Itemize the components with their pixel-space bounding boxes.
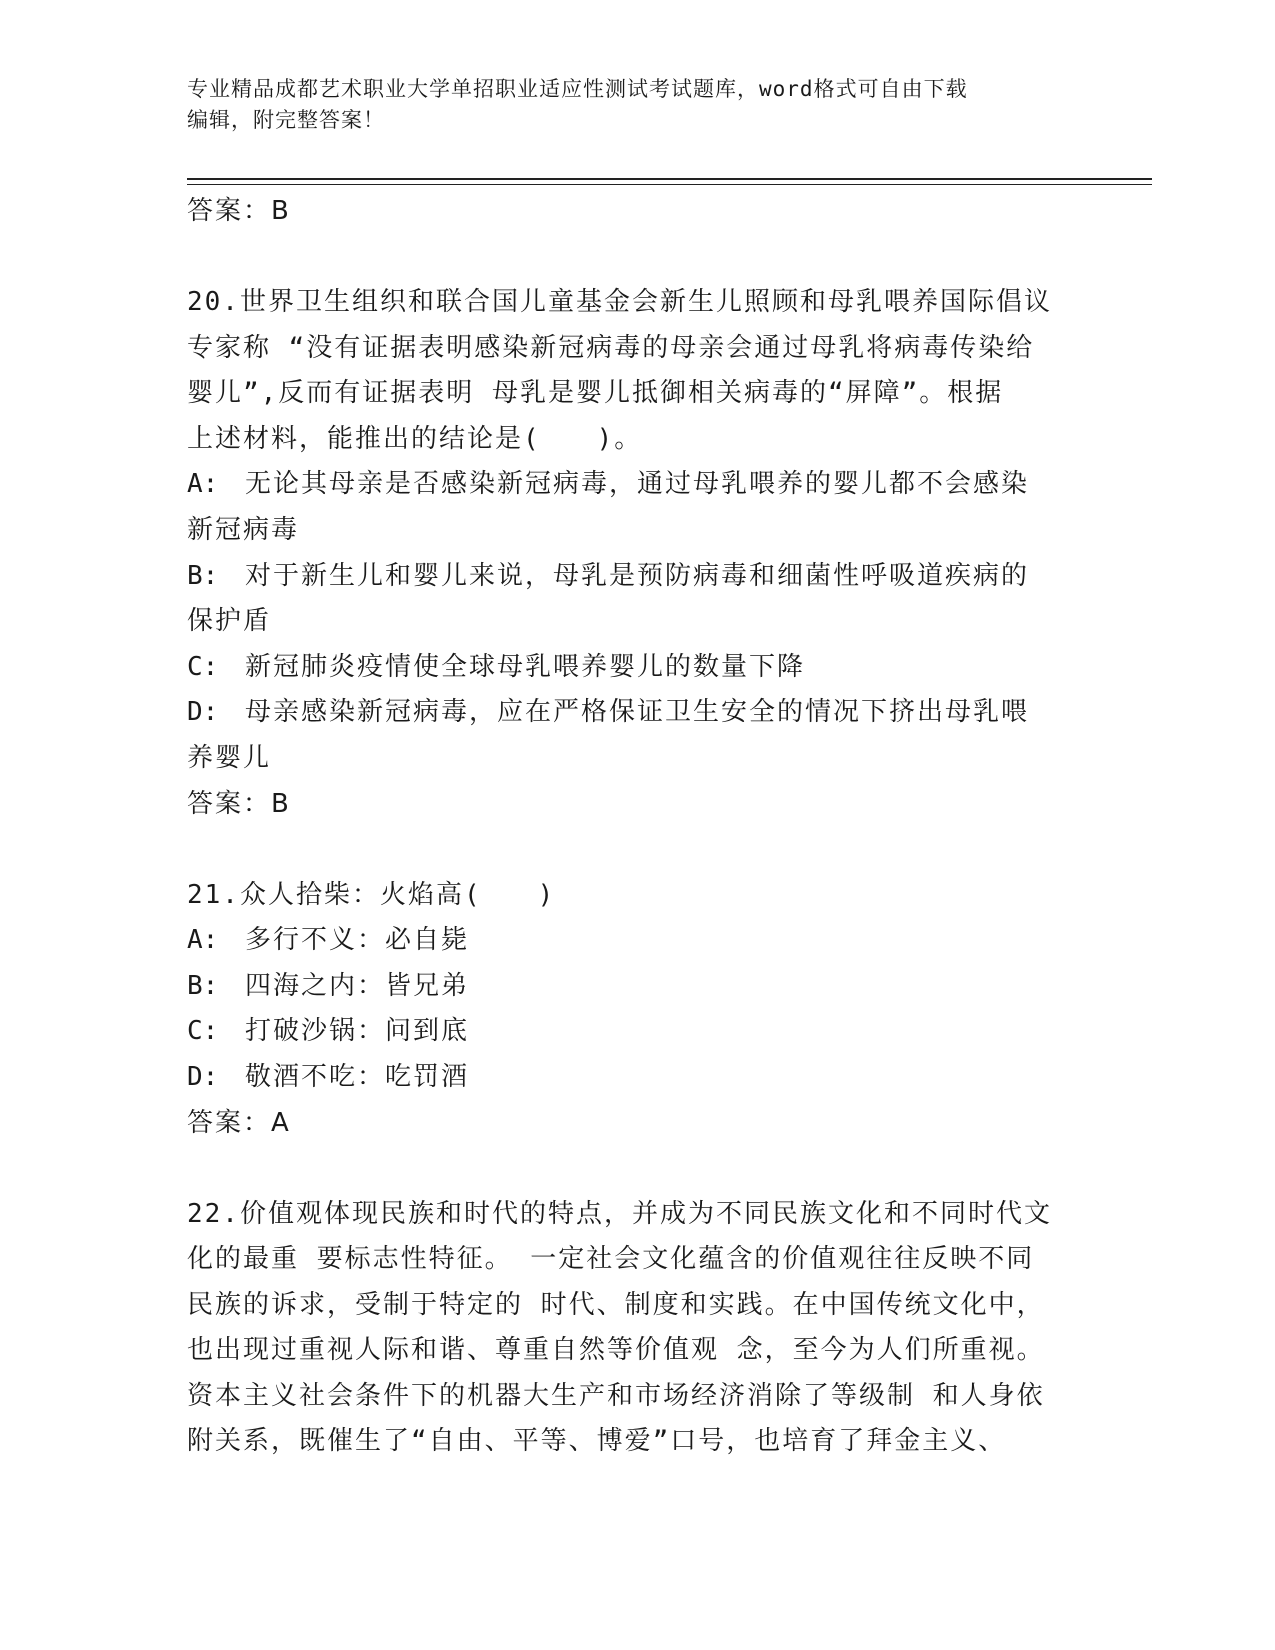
- question-21-text: [187, 873, 1087, 919]
- option-text: 母亲感染新冠病毒，应在严格保证卫生安全的情况下挤出母乳喂: [245, 697, 1030, 728]
- header-divider-thin: [187, 184, 1152, 185]
- question-line: 化的最重 要标志性特征。 一定社会文化蕴含的价值观往往反映不同: [187, 1244, 1035, 1275]
- answer-20: 答案：B: [187, 788, 291, 819]
- option-text: 敬酒不吃：吃罚酒: [245, 1061, 470, 1092]
- question-line: 资本主义社会条件下的机器大生产和市场经济消除了等级制 和人身依: [187, 1380, 1045, 1411]
- option-text-cont: 养婴儿: [187, 742, 272, 773]
- question-line: 上述材料，能推出的结论是( )。: [187, 423, 643, 454]
- option-letter: A:: [187, 925, 219, 956]
- question-line: 也出现过重视人际和谐、尊重自然等价值观 念，至今为人们所重视。: [187, 1335, 1045, 1366]
- option-text-cont: 保护盾: [187, 606, 272, 637]
- question-22: [187, 1192, 1087, 1466]
- question-21: [187, 873, 1087, 1146]
- option-letter: B:: [187, 560, 219, 591]
- question-line: 专家称 “没有证据表明感染新冠病毒的母亲会通过母乳将病毒传染给: [187, 332, 1035, 363]
- option-text: 对于新生儿和婴儿来说，母乳是预防病毒和细菌性呼吸道疾病的: [245, 560, 1030, 591]
- option-text: 多行不义：必自毙: [245, 925, 470, 956]
- question-line: 民族的诉求，受制于特定的 时代、制度和实践。在中国传统文化中，: [187, 1289, 1045, 1320]
- option-letter: C:: [187, 1016, 219, 1047]
- question-line: 21.众人拾柴：火焰高( ): [187, 879, 556, 910]
- question-line: 22.价值观体现民族和时代的特点，并成为不同民族文化和不同时代文: [187, 1198, 1052, 1229]
- question-line: 附关系，既催生了“自由、平等、博爱”口号，也培育了拜金主义、: [187, 1426, 1007, 1457]
- questions-body: [187, 189, 1087, 1465]
- option-letter: D:: [187, 1061, 219, 1092]
- option-c: [187, 645, 1087, 691]
- answer-21: 答案：A: [187, 1107, 291, 1138]
- question-20-text: [187, 280, 1087, 462]
- option-text: 打破沙锅：问到底: [245, 1016, 470, 1047]
- question-line: 20.世界卫生组织和联合国儿童基金会新生儿照顾和母乳喂养国际倡议: [187, 287, 1052, 317]
- option-letter: D:: [187, 697, 219, 728]
- header-line-1: 专业精品成都艺术职业大学单招职业适应性测试考试题库，word格式可自由下载: [187, 77, 968, 101]
- option-letter: A:: [187, 469, 219, 500]
- option-letter: C:: [187, 651, 219, 682]
- option-text: 无论其母亲是否感染新冠病毒，通过母乳喂养的婴儿都不会感染: [245, 469, 1030, 500]
- option-a: [187, 462, 1087, 553]
- option-d: [187, 1055, 1087, 1101]
- option-text-cont: 新冠病毒: [187, 514, 300, 545]
- option-d: [187, 690, 1087, 781]
- header-divider-thick: [187, 178, 1152, 180]
- option-a: [187, 918, 1087, 964]
- question-20: [187, 280, 1087, 827]
- header-line-2: 编辑，附完整答案！: [187, 108, 385, 132]
- question-22-text: [187, 1192, 1087, 1466]
- option-text: 四海之内：皆兄弟: [245, 970, 470, 1001]
- answer-prev: 答案：B: [187, 196, 291, 226]
- option-text: 新冠肺炎疫情使全球母乳喂养婴儿的数量下降: [245, 651, 806, 682]
- question-line: 婴儿”,反而有证据表明 母乳是婴儿抵御相关病毒的“屏障”。根据: [187, 378, 1004, 409]
- option-b: [187, 964, 1087, 1010]
- page-header: [187, 74, 1077, 136]
- option-b: [187, 554, 1087, 645]
- option-letter: B:: [187, 970, 219, 1001]
- option-c: [187, 1009, 1087, 1055]
